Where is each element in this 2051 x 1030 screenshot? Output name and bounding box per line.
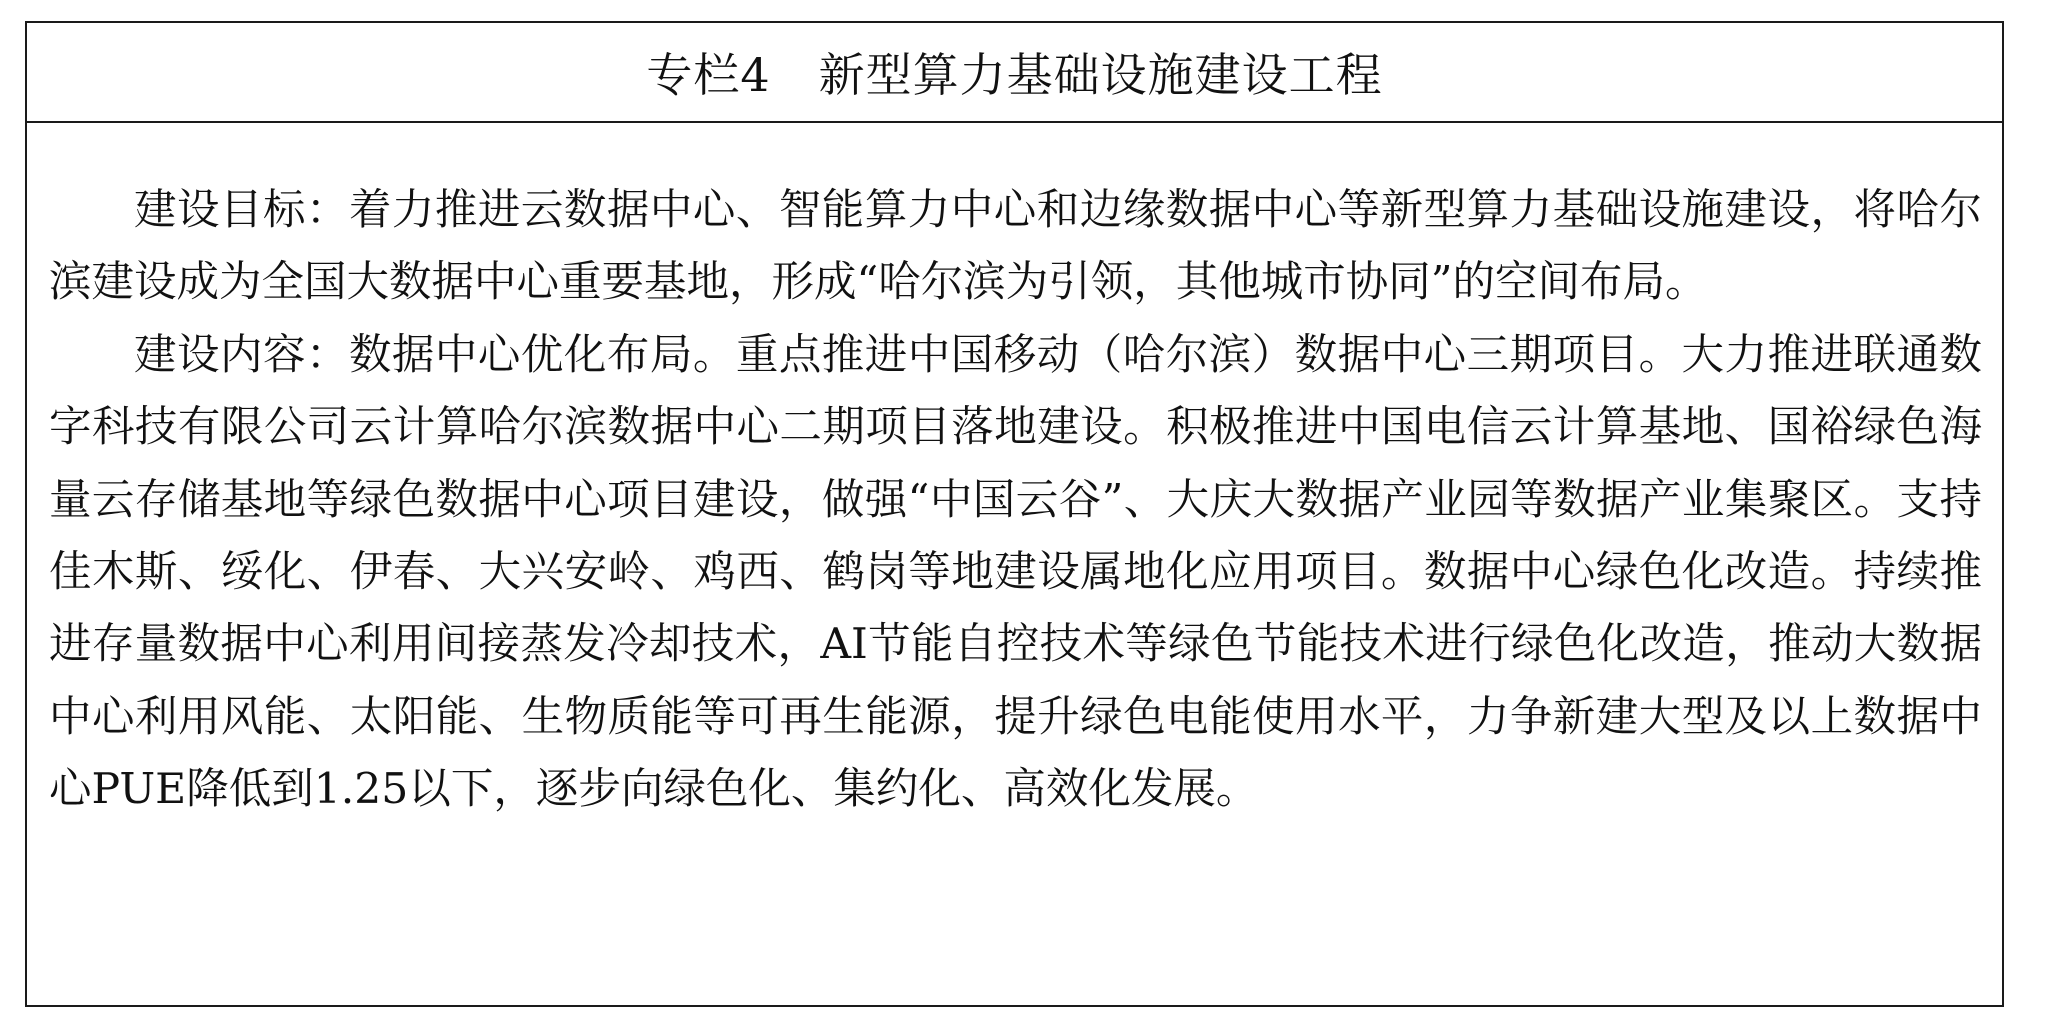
column-label: 专栏4 [646, 48, 771, 102]
column-body [27, 123, 2002, 827]
column-header [27, 23, 2002, 123]
paragraph-goal: 建设目标：着力推进云数据中心、智能算力中心和边缘数据中心等新型算力基础设施建设，将哈尔滨建设成为全国大数据中心重要基地，形成“哈尔滨为引领，其他城市协同”的空间布局。 [49, 186, 1982, 308]
column-title: 新型算力基础设施建设工程 [818, 48, 1383, 102]
paragraph-content: 建设内容：数据中心优化布局。重点推进中国移动（哈尔滨）数据中心三期项目。大力推进联通数字科技有限公司云计算哈尔滨数据中心二期项目落地建设。积极推进中国电信云计算基地、国裕绿色海量云存储基地等绿色数据中心项目建设，做强“中国云谷”、大庆大数据产业园等数据产业集聚区。支持佳木斯、绥化、伊春、大兴安岭、鸡西、鹤岗等地建设属地化应用项目。数据中心绿色化改造。持续推进存量数据中心利用间接蒸发冷却技术，AI节能自控技术等绿色节能技术进行绿色化改造，推动大数据中心利用风能、太阳能、生物质能等可再生能源，提升绿色电能使用水平，力争新建大型及以上数据中心PUE降低到1.25以下，逐步向绿色化、集约化、高效化发展。 [49, 330, 1982, 815]
column-box [25, 21, 2004, 1007]
